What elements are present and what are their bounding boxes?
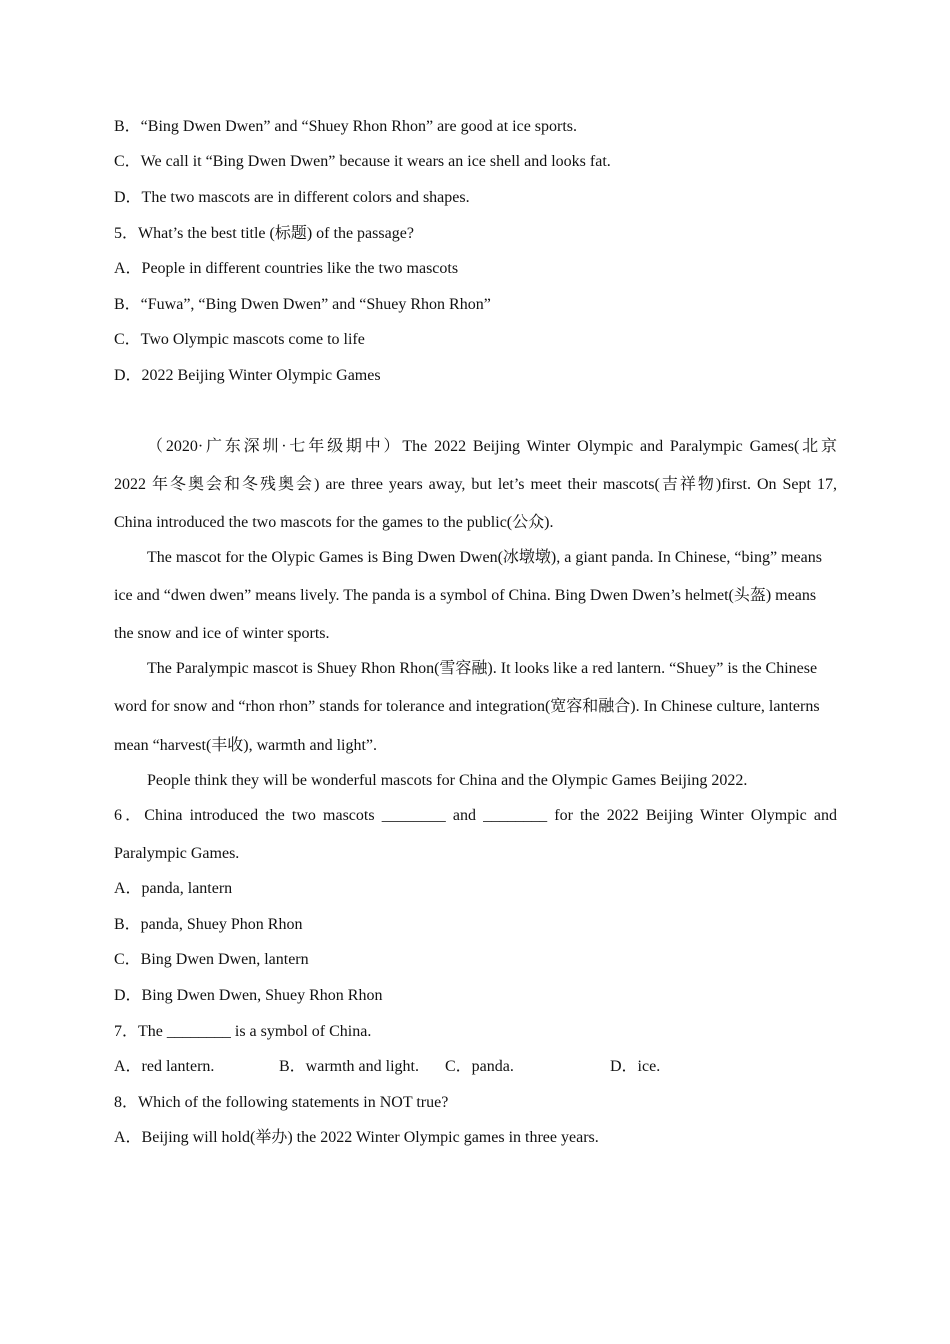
passage-p4-line1: People think they will be wonderful mascots for China and the Olympic Games Beijing 2022. (147, 772, 748, 789)
q6-option-b: B．panda, Shuey Phon Rhon (114, 916, 303, 933)
q6-option-c: C．Bing Dwen Dwen, lantern (114, 951, 309, 968)
q4-option-c: C．We call it “Bing Dwen Dwen” because it wears an ice shell and looks fat. (114, 153, 611, 170)
passage-p1-line3: China introduced the two mascots for the games to the public(公众). (114, 514, 554, 531)
passage-p1-line1: （2020·广东深圳·七年级期中）The 2022 Beijing Winter Olympic and Paralympic Games(北京 (147, 438, 837, 455)
q6-stem-line1: 6．China introduced the two mascots ________ and ________ for the 2022 Beijing Winter Olympic and (114, 807, 837, 824)
passage-p2-line1: The mascot for the Olypic Games is Bing Dwen Dwen(冰墩墩), a giant panda. In Chinese, “bing” means (147, 549, 822, 566)
q6-option-d: D．Bing Dwen Dwen, Shuey Rhon Rhon (114, 987, 383, 1004)
passage-p2-line3: the snow and ice of winter sports. (114, 625, 330, 642)
q4-option-b: B．“Bing Dwen Dwen” and “Shuey Rhon Rhon” are good at ice sports. (114, 118, 578, 135)
q5-option-d: D．2022 Beijing Winter Olympic Games (114, 367, 381, 384)
q7-options-row (114, 1057, 837, 1077)
q8-stem: 8．Which of the following statements in NOT true? (114, 1094, 449, 1111)
q7-option-c: C．panda. (445, 1058, 514, 1075)
q7-option-b: B．warmth and light. (279, 1058, 419, 1075)
passage-p3-line2: word for snow and “rhon rhon” stands for tolerance and integration(宽容和融合). In Chinese culture, lanterns (114, 698, 820, 715)
q7-option-d: D．ice. (610, 1058, 661, 1075)
q8-option-a: A．Beijing will hold(举办) the 2022 Winter Olympic games in three years. (114, 1129, 599, 1146)
q7-option-a: A．red lantern. (114, 1058, 215, 1075)
q4-option-d: D．The two mascots are in different colors and shapes. (114, 189, 470, 206)
q6-stem-line2: Paralympic Games. (114, 845, 240, 862)
q5-option-b: B．“Fuwa”, “Bing Dwen Dwen” and “Shuey Rhon Rhon” (114, 296, 491, 313)
passage-p3-line3: mean “harvest(丰收), warmth and light”. (114, 737, 378, 754)
q5-option-a: A．People in different countries like the two mascots (114, 260, 459, 277)
passage-p1-line2: 2022 年冬奥会和冬残奥会) are three years away, but let’s meet their mascots(吉祥物)first. On Sept 17, (114, 476, 837, 493)
q5-stem: 5．What’s the best title (标题) of the passage? (114, 225, 414, 242)
passage-p3-line1: The Paralympic mascot is Shuey Rhon Rhon(雪容融). It looks like a red lantern. “Shuey” is the Chinese (147, 660, 818, 677)
q7-stem: 7．The ________ is a symbol of China. (114, 1023, 372, 1040)
q6-option-a: A．panda, lantern (114, 880, 233, 897)
q5-option-c: C．Two Olympic mascots come to life (114, 331, 365, 348)
passage-p2-line2: ice and “dwen dwen” means lively. The panda is a symbol of China. Bing Dwen Dwen’s helmet(头盔) means (114, 587, 817, 604)
